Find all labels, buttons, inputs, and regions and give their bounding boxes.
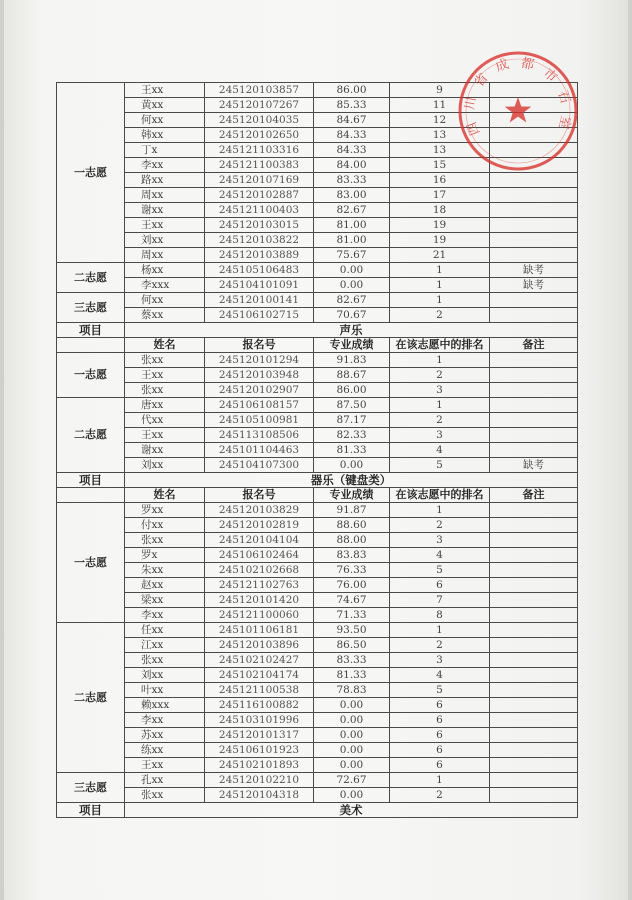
admission-score-table: [56, 82, 578, 818]
cell-score: 0.00: [314, 788, 390, 803]
cell-reg-no: 245120101294: [205, 353, 314, 368]
cell-name: 杨xx: [125, 263, 205, 278]
cell-score: 0.00: [314, 713, 390, 728]
cell-note: [490, 368, 578, 383]
cell-name: 张xx: [125, 353, 205, 368]
project-row: [57, 803, 578, 818]
cell-score: 76.33: [314, 563, 390, 578]
cell-rank: 6: [390, 698, 490, 713]
cell-name: 韩xx: [125, 128, 205, 143]
cell-name: 孔xx: [125, 773, 205, 788]
table-body: [57, 83, 578, 818]
cell-score: 75.67: [314, 248, 390, 263]
table-row: [57, 203, 578, 218]
table-row: [57, 623, 578, 638]
project-label: 项目: [57, 323, 125, 338]
cell-name: 周xx: [125, 248, 205, 263]
cell-reg-no: 245106101923: [205, 743, 314, 758]
cell-note: [490, 668, 578, 683]
table-row: [57, 218, 578, 233]
cell-score: 84.33: [314, 143, 390, 158]
cell-name: 张xx: [125, 788, 205, 803]
cell-note: [490, 443, 578, 458]
cell-score: 83.33: [314, 173, 390, 188]
cell-rank: 6: [390, 758, 490, 773]
cell-note: [490, 728, 578, 743]
table-row: [57, 188, 578, 203]
cell-reg-no: 245121103316: [205, 143, 314, 158]
header-score: 专业成绩: [314, 488, 390, 503]
cell-name: 叶xx: [125, 683, 205, 698]
table-row: [57, 458, 578, 473]
cell-score: 82.67: [314, 203, 390, 218]
table-row: [57, 608, 578, 623]
cell-score: 0.00: [314, 278, 390, 293]
cell-score: 87.50: [314, 398, 390, 413]
cell-reg-no: 245121102763: [205, 578, 314, 593]
cell-score: 0.00: [314, 263, 390, 278]
cell-reg-no: 245106102715: [205, 308, 314, 323]
cell-rank: 1: [390, 263, 490, 278]
cell-rank: 6: [390, 713, 490, 728]
table-row: [57, 443, 578, 458]
cell-reg-no: 245102102668: [205, 563, 314, 578]
cell-name: 谢xx: [125, 203, 205, 218]
cell-reg-no: 245116100882: [205, 698, 314, 713]
cell-name: 付xx: [125, 518, 205, 533]
cell-rank: 6: [390, 743, 490, 758]
cell-rank: 19: [390, 218, 490, 233]
cell-note: [490, 218, 578, 233]
cell-score: 87.17: [314, 413, 390, 428]
cell-note: [490, 173, 578, 188]
cell-score: 88.67: [314, 368, 390, 383]
header-name: 姓名: [125, 488, 205, 503]
cell-reg-no: 245120102819: [205, 518, 314, 533]
column-header-row: [57, 338, 578, 353]
cell-name: 张xx: [125, 533, 205, 548]
cell-note: [490, 578, 578, 593]
cell-name: 周xx: [125, 188, 205, 203]
header-note: 备注: [490, 338, 578, 353]
cell-rank: 21: [390, 248, 490, 263]
cell-reg-no: 245113108506: [205, 428, 314, 443]
cell-name: 蔡xx: [125, 308, 205, 323]
cell-note: [490, 203, 578, 218]
cell-score: 88.00: [314, 533, 390, 548]
cell-reg-no: 245120103015: [205, 218, 314, 233]
cell-reg-no: 245120103948: [205, 368, 314, 383]
cell-note: [490, 608, 578, 623]
table-row: [57, 173, 578, 188]
cell-rank: 17: [390, 188, 490, 203]
cell-rank: 2: [390, 518, 490, 533]
cell-score: 81.33: [314, 443, 390, 458]
cell-score: 85.33: [314, 98, 390, 113]
cell-reg-no: 245103101996: [205, 713, 314, 728]
cell-name: 路xx: [125, 173, 205, 188]
cell-rank: 1: [390, 503, 490, 518]
table-row: [57, 293, 578, 308]
table-row: [57, 353, 578, 368]
cell-score: 84.33: [314, 128, 390, 143]
header-score: 专业成绩: [314, 338, 390, 353]
cell-reg-no: 245120101317: [205, 728, 314, 743]
header-blank-cell: [57, 338, 125, 353]
cell-name: 谢xx: [125, 443, 205, 458]
preference-group-label: 一志愿: [57, 353, 125, 398]
cell-name: 练xx: [125, 743, 205, 758]
cell-note: 缺考: [490, 263, 578, 278]
cell-reg-no: 245102101893: [205, 758, 314, 773]
cell-note: [490, 713, 578, 728]
cell-name: 李xxx: [125, 278, 205, 293]
cell-note: [490, 638, 578, 653]
cell-score: 76.00: [314, 578, 390, 593]
official-seal-stamp: [455, 48, 581, 174]
cell-reg-no: 245120102650: [205, 128, 314, 143]
table-row: [57, 578, 578, 593]
cell-name: 刘xx: [125, 233, 205, 248]
cell-name: 张xx: [125, 383, 205, 398]
stamp-text: 四川省成都市石室: [462, 55, 573, 138]
header-note: 备注: [490, 488, 578, 503]
cell-reg-no: 245105100981: [205, 413, 314, 428]
cell-reg-no: 245120103889: [205, 248, 314, 263]
header-rank: 在该志愿中的排名: [390, 338, 490, 353]
cell-note: [490, 623, 578, 638]
cell-score: 71.33: [314, 608, 390, 623]
table-row: [57, 383, 578, 398]
cell-rank: 3: [390, 533, 490, 548]
cell-reg-no: 245106108157: [205, 398, 314, 413]
cell-score: 0.00: [314, 743, 390, 758]
project-name: 声乐: [125, 323, 578, 338]
cell-score: 88.60: [314, 518, 390, 533]
cell-note: [490, 233, 578, 248]
cell-note: [490, 698, 578, 713]
cell-rank: 4: [390, 443, 490, 458]
table-row: [57, 233, 578, 248]
cell-rank: 6: [390, 578, 490, 593]
cell-rank: 5: [390, 458, 490, 473]
cell-reg-no: 245101104463: [205, 443, 314, 458]
cell-name: 丁x: [125, 143, 205, 158]
cell-rank: 1: [390, 623, 490, 638]
cell-reg-no: 245120104318: [205, 788, 314, 803]
cell-rank: 5: [390, 563, 490, 578]
cell-name: 江xx: [125, 638, 205, 653]
cell-reg-no: 245120103822: [205, 233, 314, 248]
cell-reg-no: 245102104174: [205, 668, 314, 683]
table-row: [57, 548, 578, 563]
cell-rank: 18: [390, 203, 490, 218]
table-row: [57, 563, 578, 578]
cell-note: [490, 548, 578, 563]
cell-reg-no: 245106102464: [205, 548, 314, 563]
cell-rank: 2: [390, 638, 490, 653]
cell-rank: 3: [390, 653, 490, 668]
preference-group-label: 二志愿: [57, 398, 125, 473]
table-row: [57, 518, 578, 533]
cell-name: 黄xx: [125, 98, 205, 113]
cell-rank: 12: [390, 113, 490, 128]
cell-rank: 1: [390, 398, 490, 413]
cell-reg-no: 245120104035: [205, 113, 314, 128]
cell-name: 王xx: [125, 758, 205, 773]
cell-score: 0.00: [314, 758, 390, 773]
table-row: [57, 773, 578, 788]
cell-note: [490, 428, 578, 443]
cell-score: 81.33: [314, 668, 390, 683]
cell-rank: 1: [390, 353, 490, 368]
cell-reg-no: 245120104104: [205, 533, 314, 548]
cell-reg-no: 245120103896: [205, 638, 314, 653]
cell-note: [490, 518, 578, 533]
cell-score: 81.00: [314, 233, 390, 248]
header-rank: 在该志愿中的排名: [390, 488, 490, 503]
table-row: [57, 248, 578, 263]
cell-rank: 2: [390, 368, 490, 383]
cell-rank: 8: [390, 608, 490, 623]
cell-note: 缺考: [490, 278, 578, 293]
cell-reg-no: 245120100141: [205, 293, 314, 308]
table-row: [57, 788, 578, 803]
cell-reg-no: 245120107169: [205, 173, 314, 188]
project-row: [57, 323, 578, 338]
cell-name: 王xx: [125, 428, 205, 443]
cell-score: 93.50: [314, 623, 390, 638]
cell-name: 任xx: [125, 623, 205, 638]
preference-group-label: 一志愿: [57, 503, 125, 623]
cell-reg-no: 245120102907: [205, 383, 314, 398]
cell-rank: 2: [390, 308, 490, 323]
cell-note: [490, 653, 578, 668]
preference-group-label: 三志愿: [57, 293, 125, 323]
cell-note: [490, 383, 578, 398]
cell-reg-no: 245120103857: [205, 83, 314, 98]
table-row: [57, 263, 578, 278]
table-row: [57, 638, 578, 653]
cell-name: 朱xx: [125, 563, 205, 578]
cell-score: 78.83: [314, 683, 390, 698]
cell-rank: 1: [390, 773, 490, 788]
stamp-star-icon: [505, 97, 532, 122]
cell-score: 82.33: [314, 428, 390, 443]
cell-note: [490, 503, 578, 518]
cell-name: 梁xx: [125, 593, 205, 608]
cell-name: 张xx: [125, 653, 205, 668]
cell-name: 唐xx: [125, 398, 205, 413]
cell-score: 74.67: [314, 593, 390, 608]
table-row: [57, 668, 578, 683]
cell-rank: 2: [390, 413, 490, 428]
table-row: [57, 368, 578, 383]
cell-reg-no: 245120102210: [205, 773, 314, 788]
cell-name: 李xx: [125, 713, 205, 728]
cell-note: [490, 683, 578, 698]
project-name: 美术: [125, 803, 578, 818]
cell-reg-no: 245121100538: [205, 683, 314, 698]
cell-score: 83.00: [314, 188, 390, 203]
cell-rank: 1: [390, 278, 490, 293]
cell-note: [490, 188, 578, 203]
cell-score: 84.00: [314, 158, 390, 173]
cell-note: [490, 743, 578, 758]
cell-rank: 1: [390, 293, 490, 308]
cell-name: 李xx: [125, 158, 205, 173]
cell-score: 82.67: [314, 293, 390, 308]
cell-note: [490, 533, 578, 548]
cell-note: 缺考: [490, 458, 578, 473]
table-row: [57, 713, 578, 728]
cell-score: 86.00: [314, 83, 390, 98]
cell-score: 70.67: [314, 308, 390, 323]
table-row: [57, 398, 578, 413]
header-name: 姓名: [125, 338, 205, 353]
cell-rank: 15: [390, 158, 490, 173]
cell-score: 86.50: [314, 638, 390, 653]
preference-group-label: 二志愿: [57, 263, 125, 293]
cell-rank: 3: [390, 428, 490, 443]
cell-name: 罗x: [125, 548, 205, 563]
cell-reg-no: 245104107300: [205, 458, 314, 473]
cell-reg-no: 245120107267: [205, 98, 314, 113]
cell-score: 91.87: [314, 503, 390, 518]
cell-score: 83.33: [314, 653, 390, 668]
table-row: [57, 758, 578, 773]
table-row: [57, 533, 578, 548]
cell-name: 李xx: [125, 608, 205, 623]
cell-score: 0.00: [314, 458, 390, 473]
table-row: [57, 413, 578, 428]
header-reg-no: 报名号: [205, 338, 314, 353]
cell-note: [490, 398, 578, 413]
cell-score: 72.67: [314, 773, 390, 788]
preference-group-label: 一志愿: [57, 83, 125, 263]
table-row: [57, 593, 578, 608]
cell-name: 何xx: [125, 293, 205, 308]
cell-name: 赵xx: [125, 578, 205, 593]
cell-reg-no: 245105106483: [205, 263, 314, 278]
cell-rank: 11: [390, 98, 490, 113]
cell-note: [490, 593, 578, 608]
cell-score: 0.00: [314, 698, 390, 713]
cell-reg-no: 245104101091: [205, 278, 314, 293]
cell-note: [490, 773, 578, 788]
cell-note: [490, 758, 578, 773]
cell-note: [490, 248, 578, 263]
cell-reg-no: 245120103829: [205, 503, 314, 518]
table-row: [57, 728, 578, 743]
cell-name: 王xx: [125, 83, 205, 98]
table-row: [57, 683, 578, 698]
header-blank-cell: [57, 488, 125, 503]
cell-name: 代xx: [125, 413, 205, 428]
header-reg-no: 报名号: [205, 488, 314, 503]
cell-rank: 3: [390, 383, 490, 398]
cell-rank: 6: [390, 728, 490, 743]
cell-note: [490, 353, 578, 368]
cell-reg-no: 245101106181: [205, 623, 314, 638]
cell-rank: 2: [390, 788, 490, 803]
cell-note: [490, 293, 578, 308]
preference-group-label: 三志愿: [57, 773, 125, 803]
project-row: [57, 473, 578, 488]
cell-rank: 19: [390, 233, 490, 248]
cell-reg-no: 245120102887: [205, 188, 314, 203]
cell-reg-no: 245102102427: [205, 653, 314, 668]
cell-note: [490, 563, 578, 578]
cell-note: [490, 788, 578, 803]
cell-reg-no: 245121100383: [205, 158, 314, 173]
cell-rank: 5: [390, 683, 490, 698]
cell-name: 罗xx: [125, 503, 205, 518]
project-name: 器乐（键盘类）: [125, 473, 578, 488]
table-row: [57, 653, 578, 668]
table-row: [57, 698, 578, 713]
cell-score: 86.00: [314, 383, 390, 398]
cell-name: 苏xx: [125, 728, 205, 743]
cell-name: 赖xxx: [125, 698, 205, 713]
cell-rank: 4: [390, 548, 490, 563]
cell-reg-no: 245121100060: [205, 608, 314, 623]
cell-rank: 4: [390, 668, 490, 683]
cell-rank: 13: [390, 128, 490, 143]
cell-reg-no: 245121100403: [205, 203, 314, 218]
table-row: [57, 743, 578, 758]
table-row: [57, 278, 578, 293]
cell-note: [490, 413, 578, 428]
table-row: [57, 308, 578, 323]
project-label: 项目: [57, 803, 125, 818]
cell-name: 刘xx: [125, 458, 205, 473]
cell-name: 王xx: [125, 368, 205, 383]
cell-rank: 7: [390, 593, 490, 608]
cell-rank: 9: [390, 83, 490, 98]
cell-score: 91.83: [314, 353, 390, 368]
cell-reg-no: 245120101420: [205, 593, 314, 608]
preference-group-label: 二志愿: [57, 623, 125, 773]
table-row: [57, 428, 578, 443]
cell-name: 何xx: [125, 113, 205, 128]
cell-score: 84.67: [314, 113, 390, 128]
cell-name: 王xx: [125, 218, 205, 233]
table-row: [57, 503, 578, 518]
cell-rank: 13: [390, 143, 490, 158]
cell-rank: 16: [390, 173, 490, 188]
cell-score: 83.83: [314, 548, 390, 563]
cell-name: 刘xx: [125, 668, 205, 683]
cell-score: 0.00: [314, 728, 390, 743]
cell-score: 81.00: [314, 218, 390, 233]
column-header-row: [57, 488, 578, 503]
project-label: 项目: [57, 473, 125, 488]
cell-note: [490, 308, 578, 323]
